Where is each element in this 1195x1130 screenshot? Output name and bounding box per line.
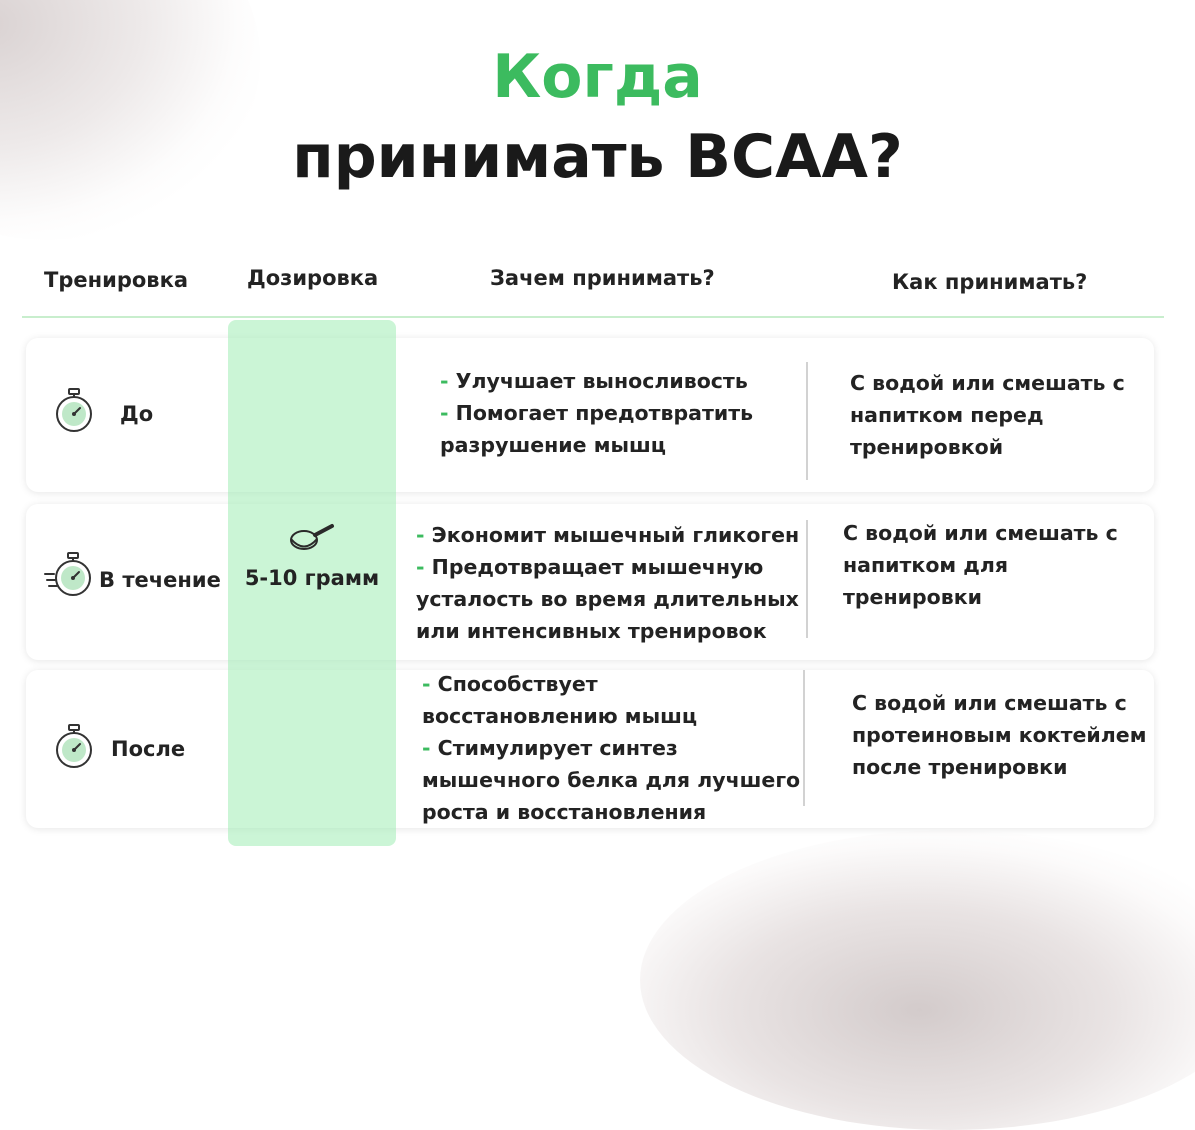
scoop-icon <box>288 521 336 555</box>
why-list-after <box>422 668 800 828</box>
why-item: усталость во время длительных <box>416 587 799 611</box>
why-item: мышечного белка для лучшего <box>422 768 801 792</box>
header-divider <box>22 316 1164 318</box>
stopwatch-icon <box>53 724 95 770</box>
how-text-during: С водой или смешать с напитком для тренировки <box>843 521 1118 609</box>
fast-stopwatch-icon <box>44 552 94 598</box>
why-list-during <box>416 519 799 647</box>
phase-label-after: После <box>111 737 186 761</box>
why-item: - Экономит мышечный гликоген <box>416 523 800 547</box>
phase-label-before: До <box>120 402 154 426</box>
header-why: Зачем принимать? <box>490 266 715 290</box>
phase-label-during: В течение <box>99 568 221 592</box>
header-how: Как принимать? <box>892 270 1088 294</box>
why-item: роста и восстановления <box>422 800 707 824</box>
why-item: восстановлению мышц <box>422 704 698 728</box>
why-list-before <box>440 365 753 461</box>
column-divider <box>806 520 808 638</box>
why-item: разрушение мышц <box>440 433 666 457</box>
why-item: или интенсивных тренировок <box>416 619 767 643</box>
title-line-1: Когда <box>492 42 703 112</box>
header-training: Тренировка <box>44 268 188 292</box>
stopwatch-icon <box>53 388 95 434</box>
column-divider <box>806 362 808 480</box>
dosage-value: 5-10 грамм <box>244 566 380 590</box>
column-divider <box>803 670 805 806</box>
powder-background-bottom-right <box>640 830 1195 1130</box>
why-item: - Помогает предотвратить <box>440 401 754 425</box>
why-item: - Способствует <box>422 672 598 696</box>
why-item: - Предотвращает мышечную <box>416 555 764 579</box>
why-item: - Улучшает выносливость <box>440 369 748 393</box>
header-dosage: Дозировка <box>247 266 379 290</box>
title-line-2: принимать BCAA? <box>292 122 903 192</box>
powder-background-top-left <box>0 0 260 240</box>
how-text-before: С водой или смешать с напитком перед тренировкой <box>850 371 1125 459</box>
how-text-after: С водой или смешать с протеиновым коктейлем после тренировки <box>852 691 1147 779</box>
why-item: - Стимулирует синтез <box>422 736 678 760</box>
